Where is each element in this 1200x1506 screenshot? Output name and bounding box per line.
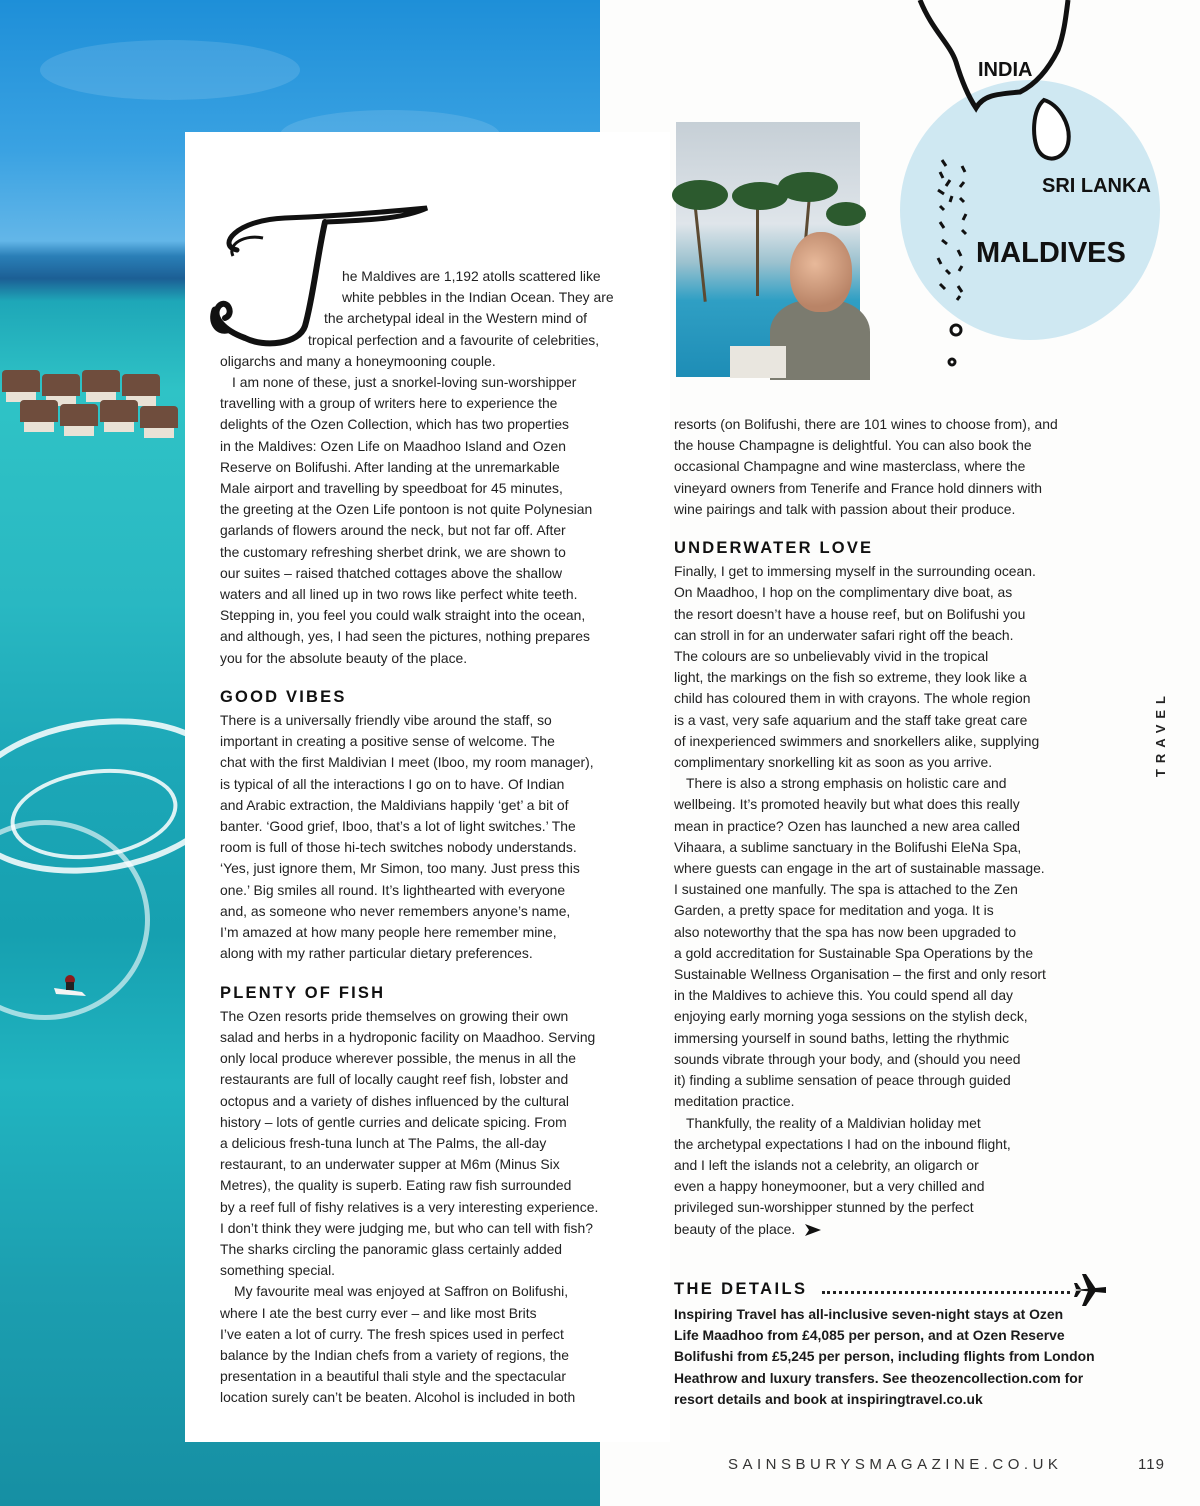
details-heading-row xyxy=(674,1280,1114,1306)
intro-paragraph: he Maldives are 1,192 atolls scattered like white pebbles in the Indian Ocean. They are the archetypal ideal in the Western mind of tropical perfection and a favourite of celebrities, oligarchs and many a honeymooning couple. xyxy=(220,268,614,369)
map-label-india: INDIA xyxy=(978,59,1033,81)
paragraph: There is a universally friendly vibe around the staff, so important in creating a positive sense of welcome. The chat with the first Maldivian I meet (Iboo, my room manager), is typical of all the interactions I go on to have. Of Indian and Arabic extraction, the Maldivians happily ‘get’ a bit of banter. ‘Good grief, Iboo, that’s a lot of light switches.’ The room is full of those hi-tech switches nobody understands. ‘Yes, just ignore them, Mr Simon, too many. Just press this one.’ Big smiles all round. It’s lighthearted with everyone and, as someone who never remembers anyone’s name, I’m amazed at how many people here remember mine, along with my rather particular dietary preferences. xyxy=(220,712,594,962)
overwater-villas xyxy=(0,360,190,440)
heading-plenty-of-fish: PLENTY OF FISH xyxy=(220,983,386,1002)
heading-good-vibes: GOOD VIBES xyxy=(220,687,347,706)
map-label-sri-lanka: SRI LANKA xyxy=(1042,175,1151,197)
paragraph: I am none of these, just a snorkel-loving sun-worshipper travelling with a group of writers here to experience the delights of the Ozen Collection, which has two properties in the Maldives: Ozen Life on Maadhoo Island and Ozen Reserve on Bolifushi. After landing at the unremarkable Male airport and travelling by speedboat for 45 minutes, the greeting at the Ozen Life pontoon is not quite Polynesian garlands of flowers around the neck, but not far off. After the customary refreshing sherbet drink, we are shown to our suites – raised thatched cottages above the shallow waters and all lined up in two rows like perfect white teeth. Stepping in, you feel you could walk straight into the ocean, and although, yes, I had seen the pictures, nothing prepares you for the absolute beauty of the place. xyxy=(220,374,593,666)
heading-underwater-love: UNDERWATER LOVE xyxy=(674,539,874,558)
dotted-line xyxy=(822,1291,1070,1294)
person-face xyxy=(790,232,852,312)
paragraph: My favourite meal was enjoyed at Saffron on Bolifushi, where I ate the best curry ever – and like most Brits I’ve eaten a lot of curry. The fresh spices used in perfect balance by the Indian chefs from a variety of regions, the presentation in a beautiful thali style and the spectacular location surely can’t be beaten. Alcohol is included in both xyxy=(220,1283,576,1406)
map-label-maldives: MALDIVES xyxy=(976,237,1126,269)
article-left-column xyxy=(220,266,660,1409)
paragraph: resorts (on Bolifushi, there are 101 wines to choose from), and the house Champagne is delightful. You can also book the occasional Champagne and wine masterclass, where the vineyard owners from Tenerife and France hold dinners with wine pairings and talk with passion about their produce. xyxy=(674,416,1058,517)
map-halo xyxy=(900,80,1160,340)
section-label: TRAVEL xyxy=(1153,690,1168,778)
paragraph: The Ozen resorts pride themselves on growing their own salad and herbs in a hydroponic facility on Maadhoo. Serving only local produce wherever possible, the menus in all the restaurants are full of locally caught reef fish, lobster and octopus and a variety of dishes influenced by the cultural history – lots of gentle curries and delicate spicing. From a delicious fresh-tuna lunch at The Palms, the all-day restaurant, to an underwater supper at M6m (Minus Six Metres), the quality is superb. Eating raw fish surrounded by a reef full of fishy relatives is a very interesting experience. I don’t think they were judging me, but who can tell with fish? The sharks circling the panoramic glass certainly added something special. xyxy=(220,1007,599,1279)
paragraph: Finally, I get to immersing myself in the surrounding ocean. On Maadhoo, I hop on the complimentary dive boat, as the resort doesn’t have a house reef, but on Bolifushi you can stroll in for an underwater safari right off the beach. The colours are so unbelievably vivid in the tropical light, the markings on the fish so extreme, they look like a child has coloured them in with crayons. The whole region is a vast, very safe aquarium and the staff take great care of inexperienced swimmers and snorkellers alike, supplying complimentary snorkelling kit as soon as you arrive. xyxy=(674,563,1040,771)
maldives-map xyxy=(880,0,1151,380)
page-number: 119 xyxy=(1138,1456,1165,1473)
jetski-icon xyxy=(52,968,88,998)
arrowhead-icon xyxy=(805,1224,821,1236)
plane-icon xyxy=(1072,1272,1108,1308)
magazine-url: SAINSBURYSMAGAZINE.CO.UK xyxy=(728,1456,1063,1473)
article-right-column xyxy=(674,414,1124,1240)
paragraph: Thankfully, the reality of a Maldivian holiday met the archetypal expectations I had on the inbound flight, and I left the islands not a celebrity, an oligarch or even a happy honeymooner, but a very chilled and privileged sun-worshipper stunned by the perfect beauty of the place. xyxy=(674,1114,1011,1237)
details-paragraph: Inspiring Travel has all-inclusive seven-night stays at Ozen Life Maadhoo from £4,085 per person, and at Ozen Reserve Bolifushi from £5,245 per person, including flights from London Heathrow and luxury transfers. See theozencollection.com for resort details and book at inspiringtravel.co.uk xyxy=(674,1306,1095,1407)
paragraph: There is also a strong emphasis on holistic care and wellbeing. It’s promoted heavily but what does this really mean in practice? Ozen has launched a new area called Vihaara, a sublime sanctuary in the Bolifushi EleNa Spa, where guests can engage in the art of sustainable massage. I sustained one manfully. The spa is attached to the Zen Garden, a pretty space for meditation and yoga. It is also noteworthy that the spa has now been upgraded to a gold accreditation for Sustainable Spa Operations by the Sustainable Wellness Organisation – the first and only resort in the Maldives to achieve this. You could spend all day enjoying early morning yoga sessions on the stylish deck, immersing yourself in sound baths, letting the rhythmic sounds vibrate through your body, and (should you need it) finding a sublime sensation of peace through guided meditation practice. xyxy=(674,775,1046,1110)
poolside-table xyxy=(730,346,786,378)
heading-the-details: THE DETAILS xyxy=(674,1280,808,1298)
